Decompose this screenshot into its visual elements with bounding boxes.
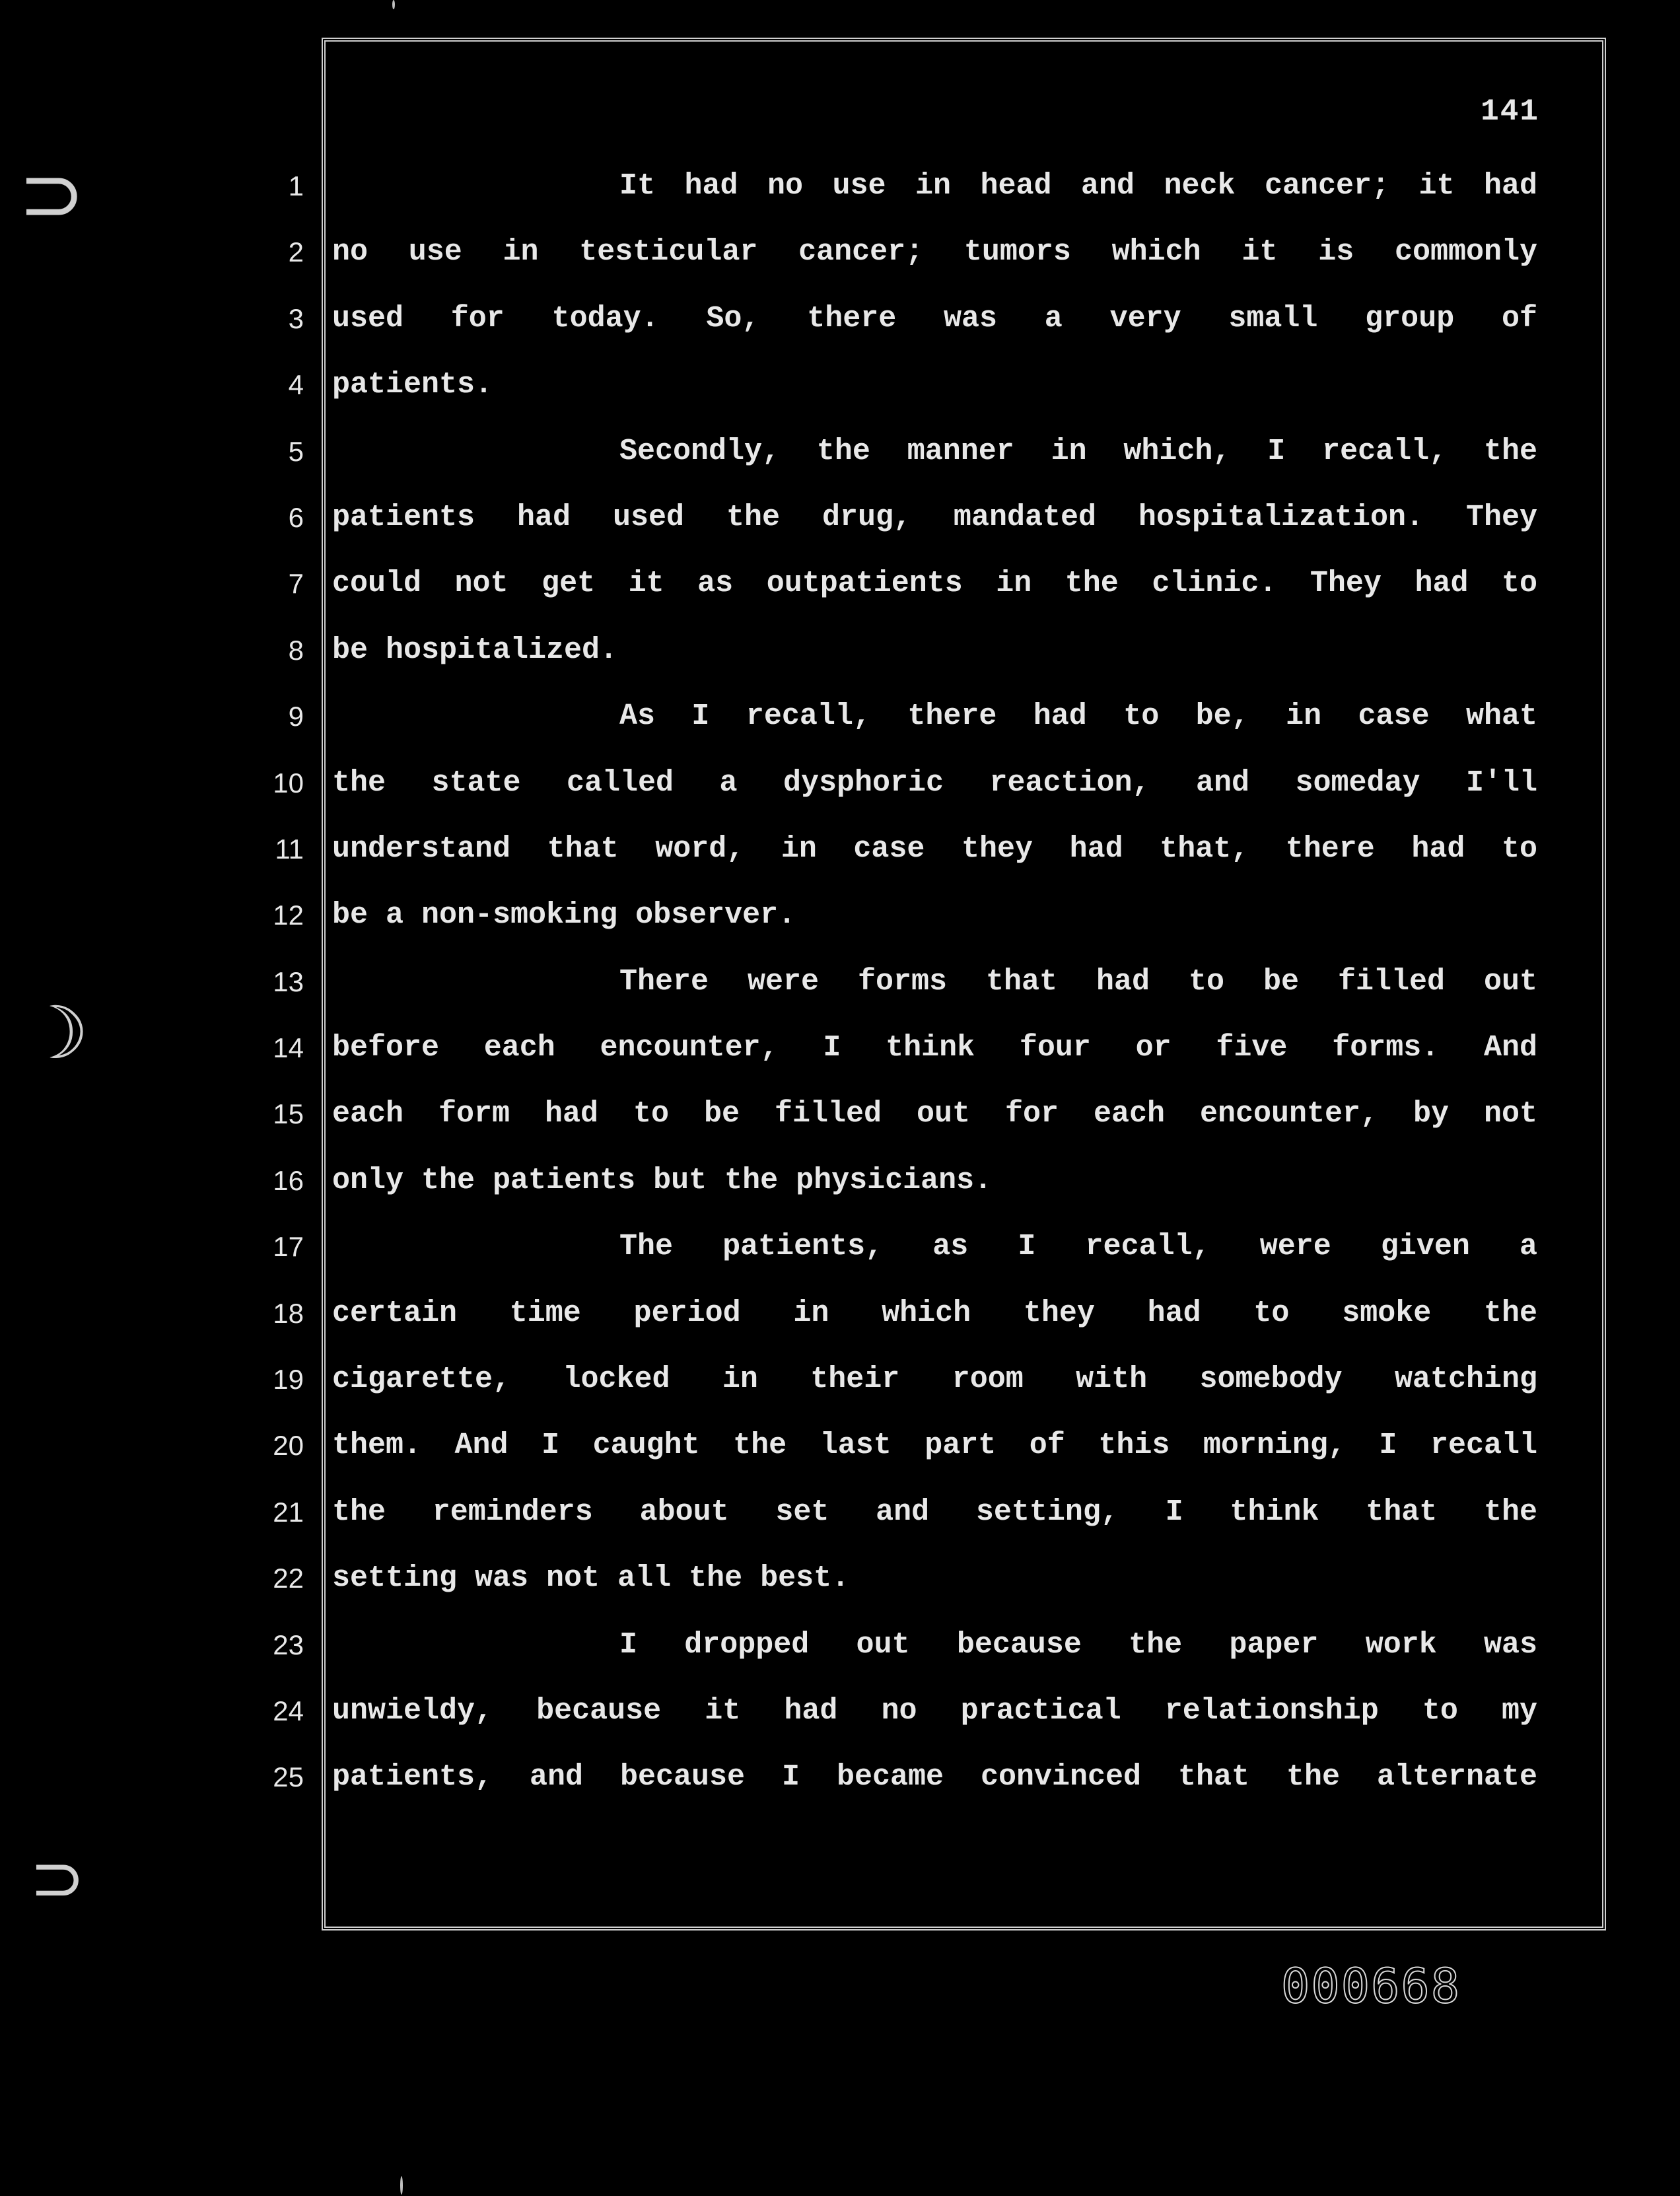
- transcript-line: could not get it as outpatients in the clinic. They had to: [332, 567, 1537, 601]
- transcript-line: used for today. So, there was a very small group of: [332, 301, 1537, 336]
- line-number: 15: [273, 1098, 304, 1130]
- binder-hole-mark: ☽: [24, 991, 89, 1075]
- transcript-line: setting was not all the best.: [332, 1561, 850, 1596]
- line-number: 22: [273, 1563, 304, 1594]
- scan-speck: [400, 2176, 403, 2195]
- line-number: 7: [288, 568, 304, 600]
- page-number: 141: [1481, 94, 1539, 129]
- transcript-line: understand that word, in case they had that, there had to: [332, 832, 1537, 866]
- transcript-line: before each encounter, I think four or five forms. And: [332, 1031, 1537, 1065]
- scan-speck: [392, 0, 395, 9]
- line-number: 4: [288, 369, 304, 401]
- line-number: 9: [288, 701, 304, 732]
- transcript-line: Secondly, the manner in which, I recall, the: [619, 434, 1537, 468]
- line-number: 19: [273, 1364, 304, 1396]
- transcript-line: be a non-smoking observer.: [332, 898, 796, 933]
- line-number: 14: [273, 1032, 304, 1064]
- line-number: 6: [288, 501, 304, 533]
- line-number: 1: [288, 170, 304, 201]
- line-number: 8: [288, 634, 304, 666]
- transcript-line: only the patients but the physicians.: [332, 1163, 993, 1197]
- line-number: 3: [288, 302, 304, 334]
- line-number-column: [251, 153, 304, 1811]
- binder-hole-mark: ⊃: [30, 1839, 85, 1917]
- transcript-line: It had no use in head and neck cancer; it had: [619, 169, 1537, 203]
- binder-hole-mark: ⊃: [18, 149, 85, 240]
- line-number: 12: [273, 900, 304, 931]
- bates-number: 000668: [1281, 1958, 1461, 2014]
- line-number: 20: [273, 1430, 304, 1462]
- line-number: 10: [273, 767, 304, 798]
- transcript-line: cigarette, locked in their room with somebody watching: [332, 1363, 1537, 1397]
- line-number: 16: [273, 1164, 304, 1196]
- line-number: 24: [273, 1695, 304, 1726]
- transcript-line: certain time period in which they had to smoke the: [332, 1296, 1537, 1330]
- line-number: 2: [288, 236, 304, 268]
- transcript-line: be hospitalized.: [332, 633, 618, 667]
- transcript-line: each form had to be filled out for each encounter, by not: [332, 1097, 1537, 1131]
- line-number: 13: [273, 966, 304, 997]
- transcript-line: As I recall, there had to be, in case what: [619, 699, 1537, 734]
- transcript-line: unwieldy, because it had no practical relationship to my: [332, 1693, 1537, 1728]
- line-number: 11: [275, 833, 304, 865]
- transcript-line: the state called a dysphoric reaction, and someday I'll: [332, 765, 1537, 800]
- transcript-line: The patients, as I recall, were given a: [619, 1230, 1537, 1264]
- transcript-line: patients.: [332, 368, 493, 402]
- line-number: 18: [273, 1297, 304, 1329]
- transcript-body: [332, 153, 1537, 1811]
- transcript-line: patients had used the drug, mandated hospitalization. They: [332, 500, 1537, 534]
- transcript-line: I dropped out because the paper work was: [619, 1627, 1537, 1662]
- line-number: 25: [273, 1761, 304, 1793]
- line-number: 5: [288, 435, 304, 467]
- transcript-line: patients, and because I became convinced that the alternate: [332, 1760, 1537, 1794]
- line-number: 21: [273, 1496, 304, 1528]
- transcript-line: There were forms that had to be filled out: [619, 964, 1537, 999]
- transcript-line: them. And I caught the last part of this morning, I recall: [332, 1429, 1537, 1463]
- line-number: 23: [273, 1629, 304, 1660]
- transcript-line: the reminders about set and setting, I think that the: [332, 1495, 1537, 1529]
- line-number: 17: [273, 1231, 304, 1263]
- transcript-line: no use in testicular cancer; tumors which it is commonly: [332, 235, 1537, 269]
